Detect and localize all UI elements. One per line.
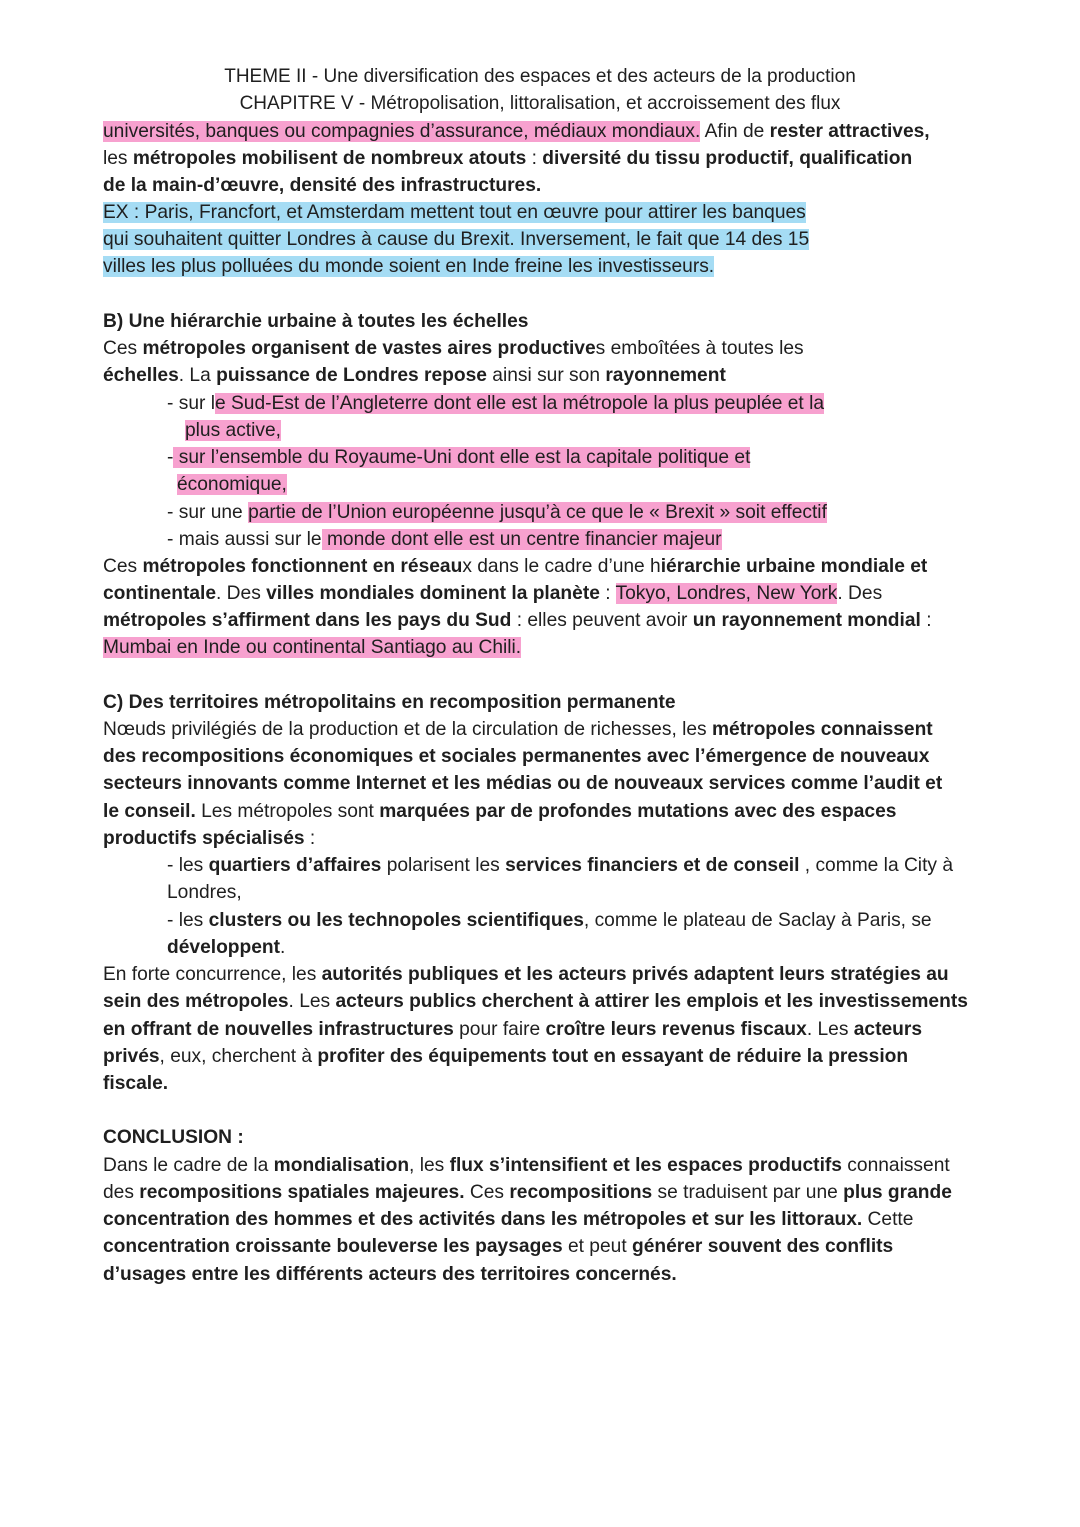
- section-b-title: B) Une hiérarchie urbaine à toutes les échelles: [103, 311, 529, 332]
- paragraph-line: concentration des hommes et des activités dans les métropoles et sur les littoraux. Cette: [103, 1209, 914, 1230]
- bullet-continuation: économique,: [177, 474, 287, 495]
- paragraph-line: Dans le cadre de la mondialisation, les flux s’intensifient et les espaces productifs connaissent: [103, 1155, 950, 1176]
- paragraph-line: métropoles s’affirment dans les pays du Sud : elles peuvent avoir un rayonnement mondial :: [103, 610, 932, 631]
- highlighted-example: qui souhaitent quitter Londres à cause du Brexit. Inversement, le fait que 14 des 15: [103, 229, 810, 250]
- paragraph-line: sein des métropoles. Les acteurs publics cherchent à attirer les emplois et les investissements: [103, 991, 968, 1012]
- example-line: [103, 226, 809, 253]
- example-line: [103, 199, 806, 226]
- paragraph-line: des recompositions spatiales majeures. Ces recompositions se traduisent par une plus grande: [103, 1182, 952, 1203]
- bullet-item: - sur une partie de l’Union européenne jusqu’à ce que le « Brexit » soit effectif: [167, 502, 827, 523]
- paragraph-line: fiscale.: [103, 1073, 169, 1094]
- bullet-continuation: plus active,: [185, 420, 281, 441]
- paragraph-line: Mumbai en Inde ou continental Santiago au Chili.: [103, 637, 522, 658]
- paragraph-line: secteurs innovants comme Internet et les médias ou de nouveaux services comme l’audit et: [103, 773, 943, 794]
- paragraph-line: Ces métropoles fonctionnent en réseaux dans le cadre d’une hiérarchie urbaine mondiale et: [103, 556, 928, 577]
- paragraph-line: de la main-d’œuvre, densité des infrastructures.: [103, 175, 542, 196]
- example-line: [103, 253, 714, 280]
- paragraph-line: d’usages entre les différents acteurs des territoires concernés.: [103, 1264, 677, 1285]
- paragraph-line: échelles. La puissance de Londres repose ainsi sur son rayonnement: [103, 365, 726, 386]
- paragraph-line: Ces métropoles organisent de vastes aires productives emboîtées à toutes les: [103, 338, 804, 359]
- paragraph-line: en offrant de nouvelles infrastructures pour faire croître leurs revenus fiscaux. Les acteurs: [103, 1019, 923, 1040]
- paragraph-line: Nœuds privilégiés de la production et de la circulation de richesses, les métropoles connaissent: [103, 719, 933, 740]
- bullet-item: - les quartiers d’affaires polarisent les services financiers et de conseil , comme la City à: [167, 855, 953, 876]
- paragraph-line: privés, eux, cherchent à profiter des équipements tout en essayant de réduire la pression: [103, 1046, 909, 1067]
- paragraph-line: des recompositions économiques et sociales permanentes avec l’émergence de nouveaux: [103, 746, 930, 767]
- theme-heading: THEME II - Une diversification des espaces et des acteurs de la production: [224, 66, 856, 87]
- chapter-heading: CHAPITRE V - Métropolisation, littoralisation, et accroissement des flux: [239, 93, 841, 114]
- paragraph-line: le conseil. Les métropoles sont marquées par de profondes mutations avec des espaces: [103, 801, 897, 822]
- paragraph-line: universités, banques ou compagnies d’assurance, médiaux mondiaux. Afin de rester attractives,: [103, 121, 930, 142]
- section-c-title: C) Des territoires métropolitains en recomposition permanente: [103, 692, 676, 713]
- bullet-continuation: Londres,: [167, 882, 242, 903]
- bullet-item: - les clusters ou les technopoles scientifiques, comme le plateau de Saclay à Paris, se: [167, 910, 932, 931]
- paragraph-line: En forte concurrence, les autorités publiques et les acteurs privés adaptent leurs stratégies au: [103, 964, 949, 985]
- paragraph-line: les métropoles mobilisent de nombreux atouts : diversité du tissu productif, qualification: [103, 148, 913, 169]
- paragraph-line: productifs spécialisés :: [103, 828, 316, 849]
- highlighted-text: universités, banques ou compagnies d’assurance, médiaux mondiaux.: [103, 121, 701, 142]
- bold-text: rester attractives,: [769, 121, 930, 142]
- bullet-continuation: développent.: [167, 937, 286, 958]
- bullet-item: - sur l’ensemble du Royaume-Uni dont elle est la capitale politique et: [167, 447, 751, 468]
- paragraph-line: continentale. Des villes mondiales dominent la planète : Tokyo, Londres, New York. Des: [103, 583, 883, 604]
- bullet-item: - sur le Sud-Est de l’Angleterre dont elle est la métropole la plus peuplée et la: [167, 393, 825, 414]
- highlighted-example: villes les plus polluées du monde soient en Inde freine les investisseurs.: [103, 256, 715, 277]
- highlighted-example: EX : Paris, Francfort, et Amsterdam mettent tout en œuvre pour attirer les banques: [103, 202, 806, 223]
- conclusion-title: CONCLUSION :: [103, 1127, 244, 1148]
- bullet-item: - mais aussi sur le monde dont elle est un centre financier majeur: [167, 529, 722, 550]
- paragraph-line: concentration croissante bouleverse les paysages et peut générer souvent des conflits: [103, 1236, 894, 1257]
